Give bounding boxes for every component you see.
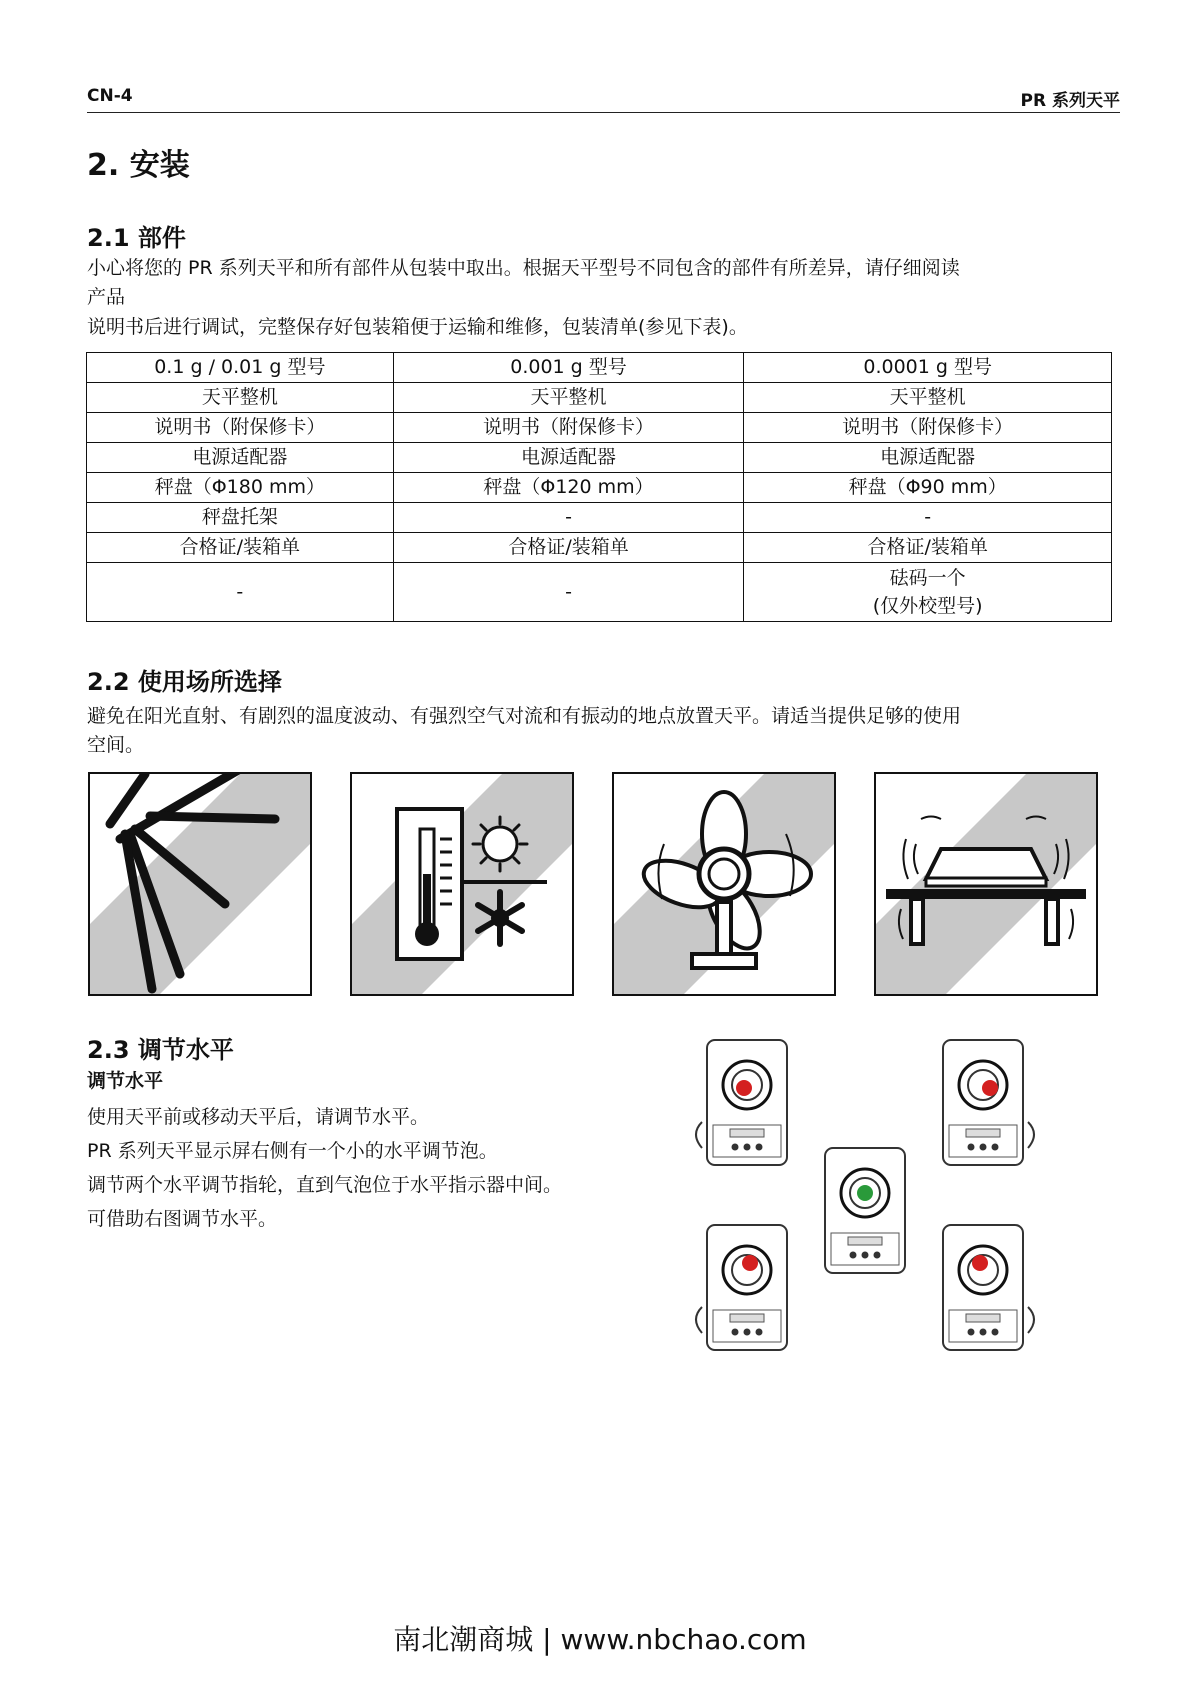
series-title: PR 系列天平 <box>1020 91 1120 111</box>
table-header-cell: 0.1 g / 0.01 g 型号 <box>87 353 394 383</box>
table-cell: 说明书（附保修卡） <box>87 413 394 443</box>
table-cell: 电源适配器 <box>393 443 744 473</box>
table-cell: - <box>744 503 1112 533</box>
no-vibration-pictogram <box>874 772 1098 996</box>
section-title: 2. 安装 <box>87 148 190 183</box>
table-row <box>87 563 1112 622</box>
table-cell: 合格证/装箱单 <box>393 533 744 563</box>
parts-intro-line3: 说明书后进行调试，完整保存好包装箱便于运输和维修，包装清单(参见下表)。 <box>87 316 748 338</box>
table-header-cell: 0.0001 g 型号 <box>744 353 1112 383</box>
balance-top-right <box>943 1040 1034 1165</box>
leveling-line: 使用天平前或移动天平后，请调节水平。 <box>87 1106 430 1128</box>
table-cell-line: 砝码一个 <box>889 567 966 589</box>
table-cell: - <box>393 563 744 622</box>
table-cell: - <box>87 563 394 622</box>
table-cell: 说明书（附保修卡） <box>393 413 744 443</box>
table-row <box>87 383 1112 413</box>
balance-bottom-right <box>943 1225 1034 1350</box>
page-header <box>87 82 1120 113</box>
table-row <box>87 413 1112 443</box>
no-sunlight-pictogram <box>88 772 312 996</box>
parts-intro-line1: 小心将您的 PR 系列天平和所有部件从包装中取出。根据天平型号不同包含的部件有所差异，请仔细阅读 <box>87 257 960 279</box>
footer-watermark: 南北潮商城 | www.nbchao.com <box>393 1623 807 1656</box>
table-cell: 电源适配器 <box>744 443 1112 473</box>
level-bubble-red <box>736 1080 752 1096</box>
balance-center-level <box>825 1148 905 1273</box>
level-bubble-red <box>742 1255 758 1271</box>
table-row <box>87 533 1112 563</box>
leveling-line: 调节两个水平调节指轮，直到气泡位于水平指示器中间。 <box>87 1174 563 1196</box>
sunlight-icon <box>90 774 310 994</box>
location-heading: 2.2 使用场所选择 <box>87 668 282 696</box>
no-air-draft-pictogram <box>612 772 836 996</box>
page-number: CN-4 <box>87 86 133 106</box>
table-cell: 电源适配器 <box>87 443 394 473</box>
parts-intro-line2: 产品 <box>87 286 126 308</box>
table-cell: 秤盘（Φ120 mm） <box>393 473 744 503</box>
table-header-cell: 0.001 g 型号 <box>393 353 744 383</box>
level-bubble-diagram <box>680 1030 1060 1390</box>
table-cell: 合格证/装箱单 <box>744 533 1112 563</box>
leveling-line: 可借助右图调节水平。 <box>87 1208 278 1230</box>
balance-bottom-left <box>696 1225 787 1350</box>
parts-heading: 2.1 部件 <box>87 224 186 252</box>
table-cell: 合格证/装箱单 <box>87 533 394 563</box>
no-temperature-change-pictogram <box>350 772 574 996</box>
leveling-subtitle: 调节水平 <box>87 1070 164 1092</box>
leveling-line: PR 系列天平显示屏右侧有一个小的水平调节泡。 <box>87 1140 498 1162</box>
table-cell: 天平整机 <box>393 383 744 413</box>
table-row <box>87 473 1112 503</box>
table-cell: 秤盘（Φ90 mm） <box>744 473 1112 503</box>
table-cell-line: (仅外校型号) <box>872 595 983 617</box>
temperature-icon <box>352 774 572 994</box>
location-text-line2: 空间。 <box>87 734 145 756</box>
table-header-row <box>87 353 1112 383</box>
level-bubble-red <box>982 1080 998 1096</box>
table-cell: 秤盘托架 <box>87 503 394 533</box>
table-cell: 天平整机 <box>87 383 394 413</box>
vibration-icon <box>876 774 1096 994</box>
table-row <box>87 503 1112 533</box>
table-cell: 秤盘（Φ180 mm） <box>87 473 394 503</box>
fan-icon <box>614 774 834 994</box>
table-cell: 天平整机 <box>744 383 1112 413</box>
leveling-diagram <box>680 1030 1060 1390</box>
location-text-line1: 避免在阳光直射、有剧烈的温度波动、有强烈空气对流和有振动的地点放置天平。请适当提供足够的使用 <box>87 705 962 727</box>
table-row <box>87 443 1112 473</box>
packing-list-table <box>86 352 1112 622</box>
leveling-heading: 2.3 调节水平 <box>87 1036 234 1064</box>
level-bubble-red <box>972 1255 988 1271</box>
table-cell: - <box>393 503 744 533</box>
table-cell <box>744 563 1112 622</box>
table-cell: 说明书（附保修卡） <box>744 413 1112 443</box>
level-bubble-green <box>857 1185 873 1201</box>
balance-top-left <box>696 1040 787 1165</box>
